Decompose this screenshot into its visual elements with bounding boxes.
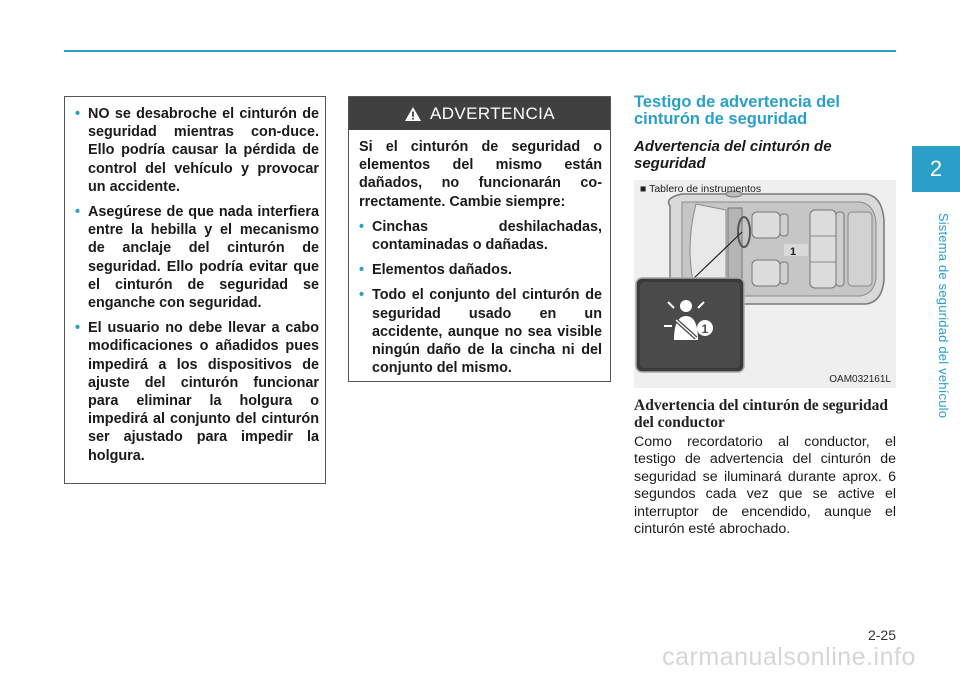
bullet-icon: •	[359, 262, 365, 279]
figure-code: OAM032161L	[829, 374, 891, 385]
warning-body	[349, 130, 610, 377]
top-rule	[64, 50, 896, 52]
instrument-panel-figure	[634, 180, 896, 388]
car-interior-illustration	[634, 180, 896, 388]
list-item: • Cinchas deshilachadas, contaminadas o dañadas.	[359, 218, 602, 254]
section-heading: Testigo de advertencia del cinturón de seguridad	[634, 93, 841, 128]
list-item: • Todo el conjunto del cinturón de seguridad usado en un accidente, aunque no sea visible ningún daño de la cincha ni del conjunto del mismo.	[359, 287, 602, 377]
bullet-icon: •	[359, 218, 365, 235]
list-item: • Elementos dañados.	[359, 262, 512, 279]
list-item: • El usuario no debe llevar a cabo modificaciones o añadidos pues impedirá a los dispositivos de ajuste del cinturón funcionar para eliminar la holgura o impedirá al conjunto del cinturón ser ajustado para impedir la holgura.	[75, 320, 319, 464]
warning-box	[348, 96, 611, 382]
driver-belt-heading: Advertencia del cinturón de seguridad del conductor	[634, 397, 889, 431]
chapter-title: Sistema de seguridad del vehículo	[936, 212, 952, 418]
svg-text:1: 1	[701, 322, 709, 336]
warning-intro: Si el cinturón de seguridad o elementos del mismo están dañados, no funcionarán co-rrectamente. Cambie siempre:	[359, 139, 602, 210]
warning-triangle-icon	[404, 106, 422, 122]
section-subheading: Advertencia del cinturón de seguridad	[634, 138, 832, 172]
warning-title: ADVERTENCIA	[429, 103, 555, 123]
figure-caption: ■ Tablero de instrumentos	[640, 183, 762, 195]
bullet-icon: •	[75, 320, 81, 337]
caution-box	[64, 96, 326, 484]
chapter-tab[interactable]	[912, 146, 960, 192]
driver-belt-paragraph: Como recordatorio al conductor, el testigo de advertencia del cinturón de seguridad se iluminará durante aprox. 6 segundos cada vez que se active el interruptor de encendido, aunque el cinturón esté abrochado.	[634, 434, 896, 538]
warning-list	[359, 218, 602, 378]
watermark: carmanualsonline.info	[662, 642, 916, 671]
warning-header	[349, 97, 610, 130]
list-item: • Asegúrese de que nada interfiera entre la hebilla y el mecanismo de anclaje del cinturón de seguridad. Ello podría evitar que el cinturón de seguridad se enganche con seguridad.	[75, 204, 319, 312]
chapter-side-title	[936, 195, 952, 435]
list-item: • NO se desabroche el cinturón de seguridad mientras con-duce. Ello podría causar la pérdida de control del vehículo y provocar un accidente.	[75, 106, 319, 195]
page-number: 2-25	[867, 627, 896, 643]
caution-list	[75, 105, 319, 465]
bullet-icon: •	[75, 106, 81, 122]
figure-callout-label: 1	[790, 246, 797, 258]
bullet-icon: •	[359, 287, 365, 304]
chapter-number: 2	[929, 156, 943, 181]
bullet-icon: •	[75, 204, 81, 221]
